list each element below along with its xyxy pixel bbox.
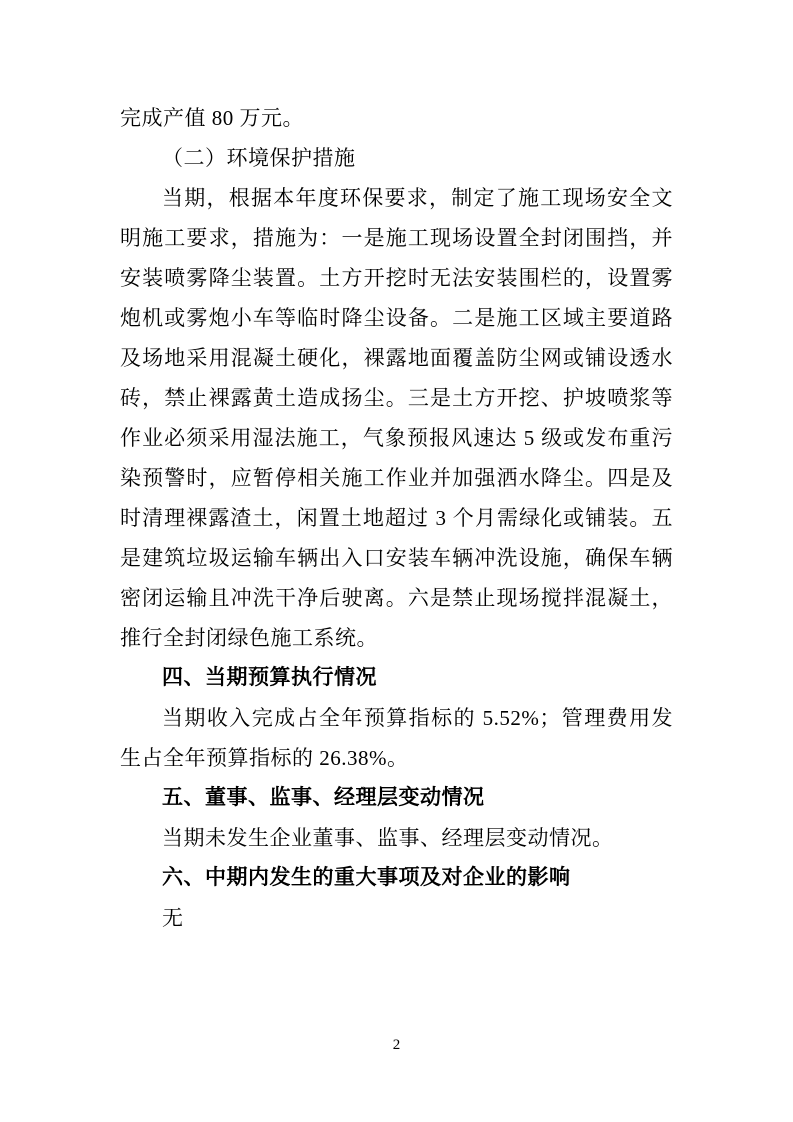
heading-board-supervisor-manager-changes: 五、董事、监事、经理层变动情况 [162,786,485,809]
para-budget-execution: 当期收入完成占全年预算指标的 5.52%；管理费用发生占全年预算指标的 26.38%。 [120,706,673,770]
para-board-supervisor-manager-changes: 当期未发生企业董事、监事、经理层变动情况。 [162,826,614,850]
page-number: 2 [392,1037,401,1053]
document-body [120,98,673,938]
para-env-protection-measures: 当期，根据本年度环保要求，制定了施工现场安全文明施工要求，措施为：一是施工现场设置全封闭围挡，并安装喷雾降尘装置。土方开挖时无法安装围栏的，设置雾炮机或雾炮小车等临时降尘设备。二是施工区域主要道路及场地采用混凝土硬化，裸露地面覆盖防尘网或铺设透水砖，禁止裸露黄土造成扬尘。三是土方开挖、护坡喷浆等作业必须采用湿法施工，气象预报风速达 5 级或发布重污染预警时，应暂停相关施工作业并加强洒水降尘。四是及时清理裸露渣土，闲置土地超过 3 个月需绿化或铺装。五是建筑垃圾运输车辆出入口安装车辆冲洗设施，确保车辆密闭运输且冲洗干净后驶离。六是禁止现场搅拌混凝土，推行全封闭绿色施工系统。 [120,186,673,650]
para-carryover-output-value: 完成产值 80 万元。 [120,106,304,130]
heading-major-events-impact: 六、中期内发生的重大事项及对企业的影响 [162,866,571,889]
heading-budget-execution: 四、当期预算执行情况 [162,666,377,689]
subheading-env-protection-measures: （二）环境保护措施 [162,146,356,170]
para-major-events-none: 无 [162,906,184,930]
